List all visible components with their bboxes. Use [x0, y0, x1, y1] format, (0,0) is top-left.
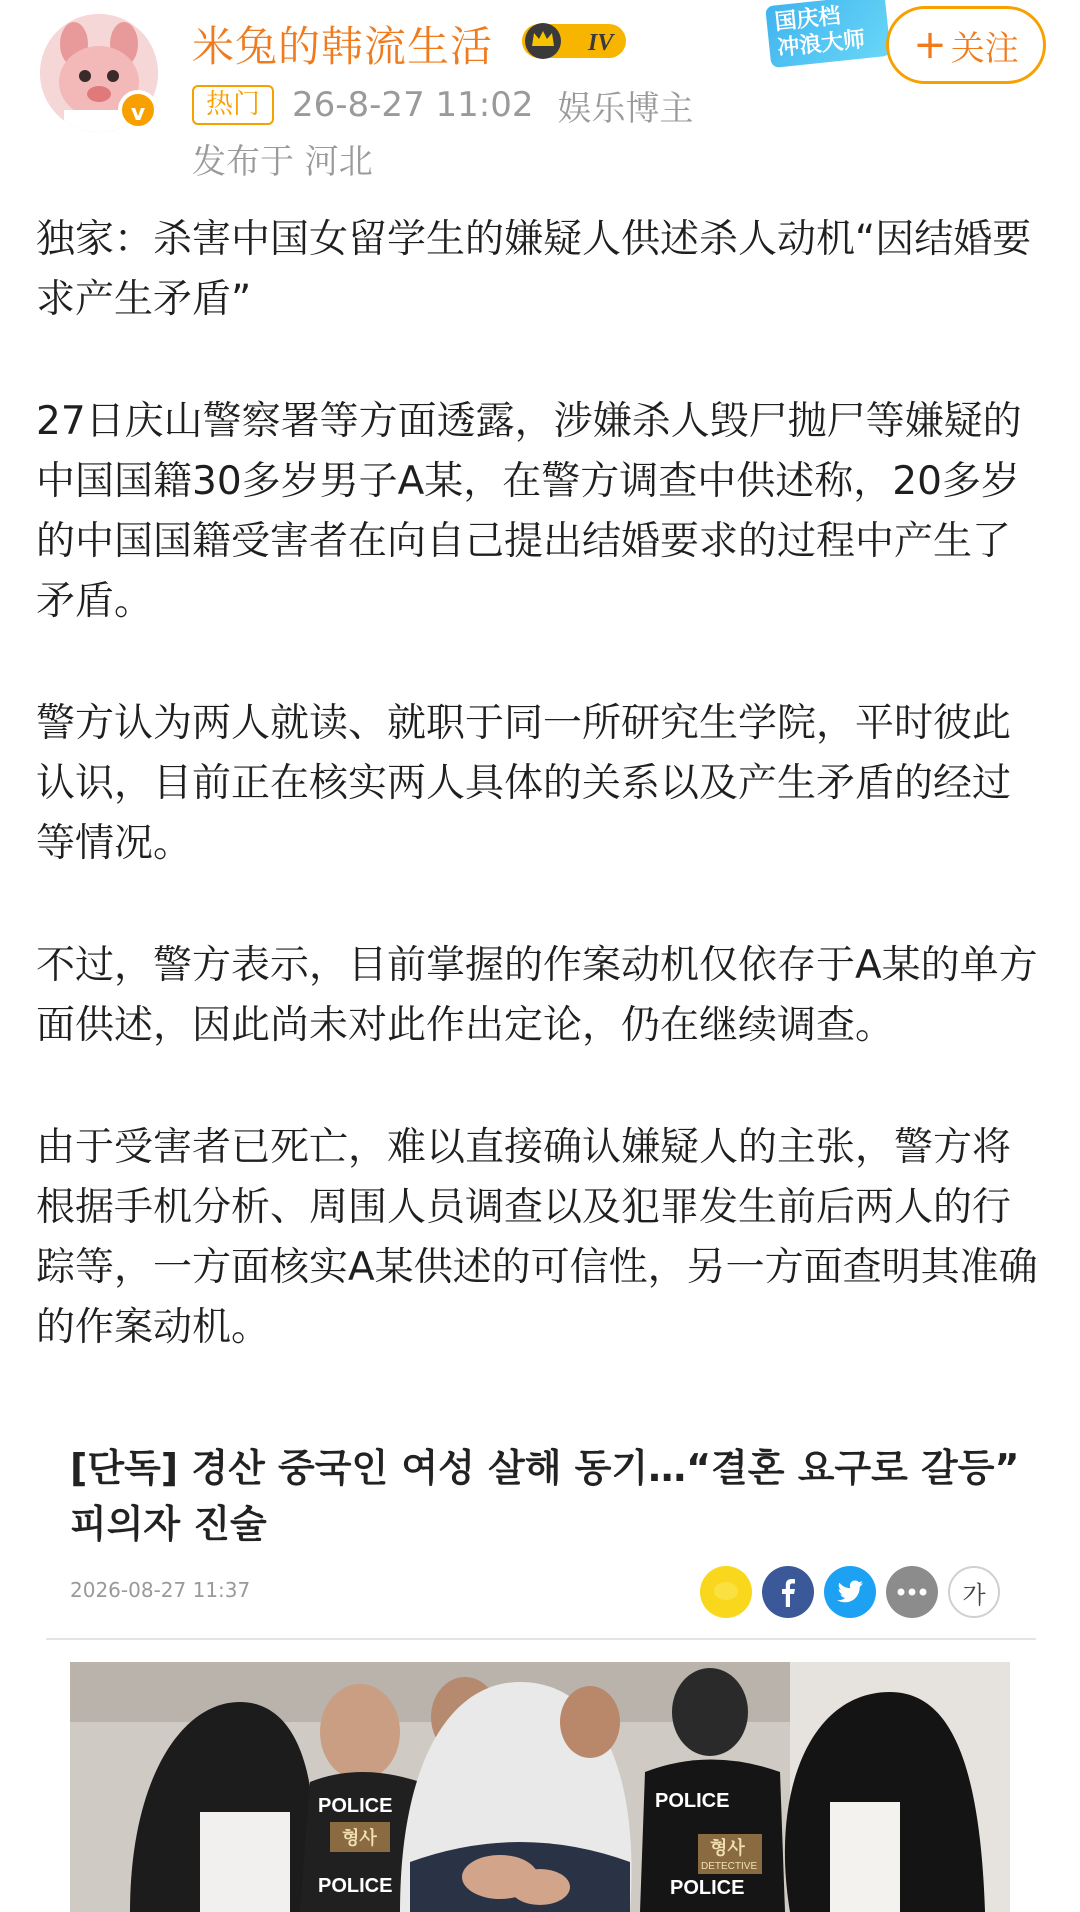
- twitter-icon[interactable]: [824, 1566, 876, 1618]
- follow-label: 关注: [950, 28, 1019, 69]
- post-body: [36, 210, 1046, 1420]
- photo-text: DETECTIVE: [701, 1861, 758, 1872]
- post-timestamp: 26-8-27 11:02: [292, 85, 534, 125]
- photo-text: POLICE: [318, 1795, 393, 1817]
- author-category: 娱乐博主: [557, 88, 694, 129]
- promo-badge[interactable]: [765, 0, 891, 68]
- level-text: IV: [588, 30, 614, 56]
- news-photo: [70, 1662, 1010, 1912]
- verified-icon: v: [118, 90, 158, 130]
- article-title: [단독] 경산 중국인 여성 살해 동기…“결혼 요구로 갈등” 피의자 진술: [70, 1446, 1020, 1546]
- photo-text: POLICE: [655, 1790, 730, 1812]
- post-paragraph: 27日庆山警察署等方面透露，涉嫌杀人毁尸抛尸等嫌疑的中国国籍30多岁男子A某，在警方调查中供述称，20多岁的中国国籍受害者在向自己提出结婚要求的过程中产生了矛盾。: [36, 399, 1022, 624]
- photo-text: 형사: [342, 1828, 377, 1848]
- photo-text: POLICE: [670, 1877, 745, 1899]
- facebook-icon[interactable]: [762, 1566, 814, 1618]
- article-date: 2026-08-27 11:37: [70, 1578, 251, 1602]
- post-paragraph: 由于受害者已死亡，难以直接确认嫌疑人的主张，警方将根据手机分析、周围人员调查以及犯罪发生前后两人的行踪等，一方面核实A某供述的可信性，另一方面查明其准确的作案动机。: [36, 1125, 1038, 1350]
- divider: [46, 1638, 1036, 1640]
- post-meta: [192, 84, 694, 129]
- photo-text: POLICE: [318, 1875, 393, 1897]
- promo-line1: 国庆档: [773, 3, 842, 36]
- plus-icon: +: [913, 22, 947, 68]
- kakao-share-icon[interactable]: [700, 1566, 752, 1618]
- crown-level-badge-icon: [522, 20, 630, 62]
- follow-button[interactable]: [886, 6, 1046, 84]
- more-icon[interactable]: [886, 1566, 938, 1618]
- photo-text: 형사: [710, 1838, 745, 1858]
- username[interactable]: 米兔的韩流生活: [192, 22, 494, 71]
- post-paragraph: 不过，警方表示，目前掌握的作案动机仅依存于A某的单方面供述，因此尚未对此作出定论，仍在继续调查。: [36, 943, 1038, 1048]
- post-paragraph: 独家：杀害中国女留学生的嫌疑人供述杀人动机“因结婚要求产生矛盾”: [36, 217, 1032, 322]
- post-location: 发布于 河北: [192, 142, 373, 182]
- hot-tag[interactable]: 热门: [192, 85, 274, 125]
- post-paragraph: 警方认为两人就读、就职于同一所研究生学院，平时彼此认识，目前正在核实两人具体的关系以及产生矛盾的经过等情况。: [36, 701, 1012, 866]
- promo-line2: 冲浪大师: [776, 27, 867, 62]
- font-size-icon[interactable]: 가: [948, 1566, 1000, 1618]
